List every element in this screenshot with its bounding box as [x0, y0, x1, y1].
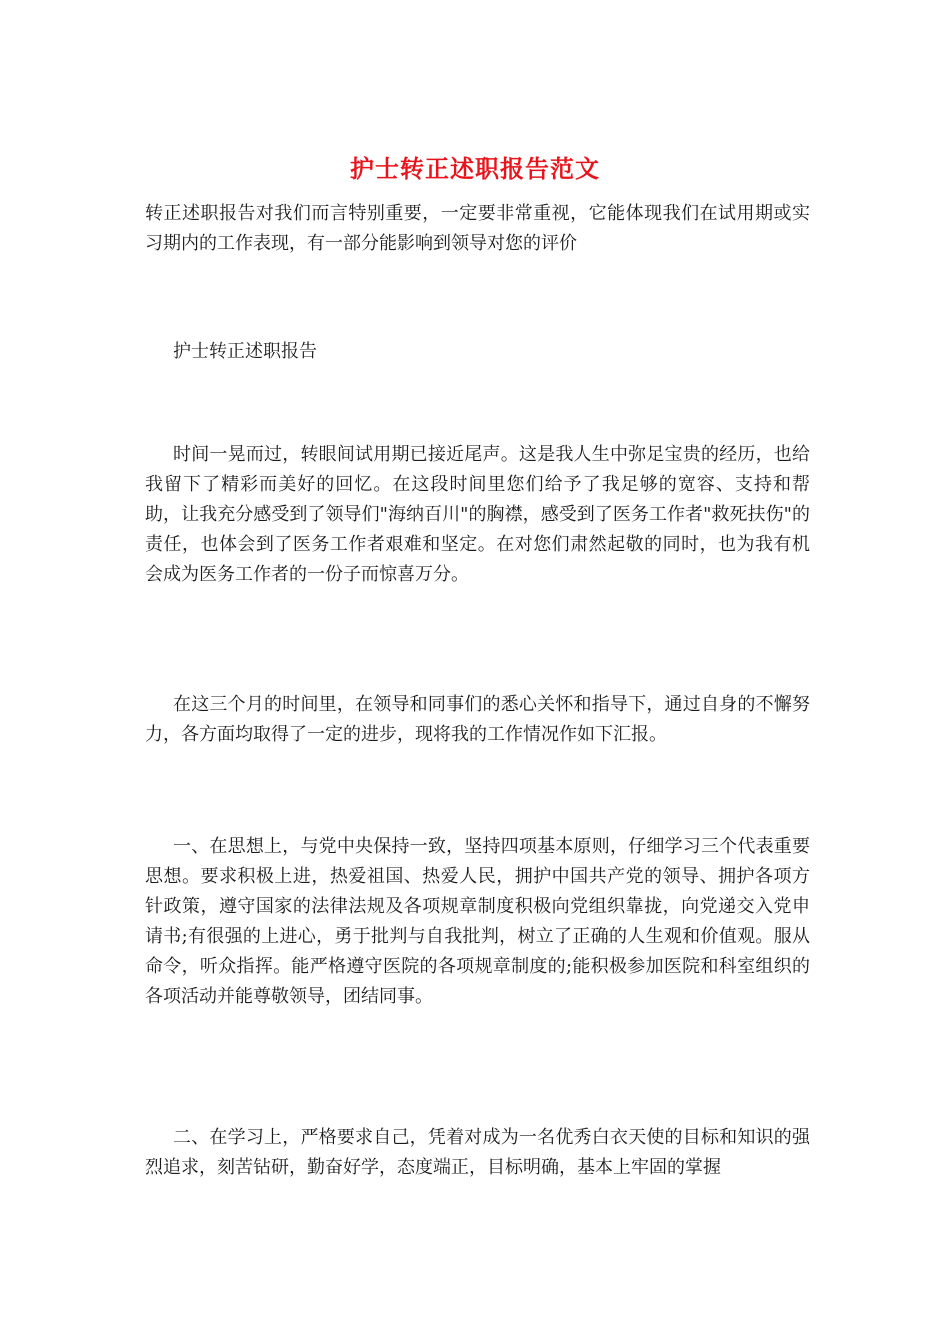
body-paragraph: 时间一晃而过，转眼间试用期已接近尾声。这是我人生中弥足宝贵的经历，也给我留下了精彩而美好的回忆。在这段时间里您们给予了我足够的宽容、支持和帮助，让我充分感受到了领导们"海纳百川"的胸襟，感受到了医务工作者"救死扶伤"的责任，也体会到了医务工作者艰难和坚定。在对您们肃然起敬的同时，也为我有机会成为医务工作者的一份子而惊喜万分。 [145, 444, 810, 585]
intro-paragraph: 转正述职报告对我们而言特别重要，一定要非常重视，它能体现我们在试用期或实习期内的工作表现，有一部分能影响到领导对您的评价 [145, 203, 810, 254]
body-paragraph: 二、在学习上，严格要求自己，凭着对成为一名优秀白衣天使的目标和知识的强烈追求，刻苦钻研，勤奋好学，态度端正，目标明确，基本上牢固的掌握 [145, 1127, 810, 1178]
document-title: 护士转正述职报告范文 [350, 154, 600, 183]
report-subtitle: 护士转正述职报告 [173, 341, 317, 362]
body-paragraph: 一、在思想上，与党中央保持一致，坚持四项基本原则，仔细学习三个代表重要思想。要求积极上进，热爱祖国、热爱人民，拥护中国共产党的领导、拥护各项方针政策，遵守国家的法律法规及各项规章制度积极向党组织靠拢，向党递交入党申请书;有很强的上进心，勇于批判与自我批判，树立了正确的人生观和价值观。服从命令，听众指挥。能严格遵守医院的各项规章制度的;能积极参加医院和科室组织的各项活动并能尊敬领导，团结同事。 [145, 836, 810, 1007]
body-paragraph: 在这三个月的时间里，在领导和同事们的悉心关怀和指导下，通过自身的不懈努力，各方面均取得了一定的进步，现将我的工作情况作如下汇报。 [145, 694, 810, 745]
